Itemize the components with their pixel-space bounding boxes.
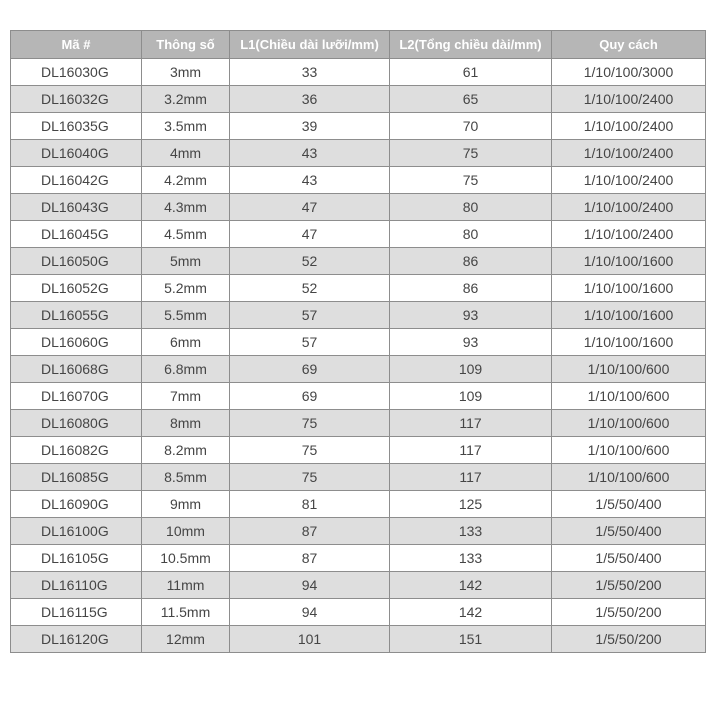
table-row xyxy=(11,518,706,545)
cell-code: DL16080G xyxy=(11,410,142,437)
cell-code: DL16040G xyxy=(11,140,142,167)
cell-blade-length: 69 xyxy=(230,383,390,410)
cell-blade-length: 47 xyxy=(230,194,390,221)
cell-blade-length: 43 xyxy=(230,167,390,194)
cell-packing: 1/5/50/200 xyxy=(552,599,706,626)
cell-code: DL16070G xyxy=(11,383,142,410)
cell-total-length: 125 xyxy=(390,491,552,518)
cell-code: DL16120G xyxy=(11,626,142,653)
table-row xyxy=(11,248,706,275)
cell-code: DL16085G xyxy=(11,464,142,491)
cell-packing: 1/5/50/400 xyxy=(552,545,706,572)
table-row xyxy=(11,545,706,572)
cell-total-length: 75 xyxy=(390,167,552,194)
table-row xyxy=(11,113,706,140)
cell-packing: 1/10/100/1600 xyxy=(552,248,706,275)
cell-packing: 1/10/100/2400 xyxy=(552,194,706,221)
cell-total-length: 93 xyxy=(390,329,552,356)
cell-packing: 1/10/100/2400 xyxy=(552,86,706,113)
cell-size: 4.2mm xyxy=(142,167,230,194)
cell-size: 3.5mm xyxy=(142,113,230,140)
cell-packing: 1/10/100/2400 xyxy=(552,140,706,167)
table-row xyxy=(11,464,706,491)
table-row xyxy=(11,194,706,221)
cell-total-length: 70 xyxy=(390,113,552,140)
cell-code: DL16032G xyxy=(11,86,142,113)
cell-blade-length: 47 xyxy=(230,221,390,248)
cell-total-length: 65 xyxy=(390,86,552,113)
table-row xyxy=(11,599,706,626)
cell-blade-length: 87 xyxy=(230,518,390,545)
cell-blade-length: 75 xyxy=(230,464,390,491)
table-row xyxy=(11,572,706,599)
cell-total-length: 133 xyxy=(390,518,552,545)
header-packing: Quy cách xyxy=(552,31,706,59)
cell-total-length: 75 xyxy=(390,140,552,167)
cell-packing: 1/10/100/600 xyxy=(552,356,706,383)
cell-blade-length: 52 xyxy=(230,275,390,302)
cell-size: 8.5mm xyxy=(142,464,230,491)
table-row xyxy=(11,491,706,518)
cell-size: 9mm xyxy=(142,491,230,518)
cell-blade-length: 87 xyxy=(230,545,390,572)
cell-packing: 1/10/100/2400 xyxy=(552,167,706,194)
cell-blade-length: 36 xyxy=(230,86,390,113)
cell-total-length: 61 xyxy=(390,59,552,86)
cell-size: 6mm xyxy=(142,329,230,356)
cell-code: DL16045G xyxy=(11,221,142,248)
cell-code: DL16090G xyxy=(11,491,142,518)
cell-packing: 1/10/100/1600 xyxy=(552,329,706,356)
cell-blade-length: 75 xyxy=(230,410,390,437)
cell-code: DL16115G xyxy=(11,599,142,626)
cell-total-length: 117 xyxy=(390,437,552,464)
cell-blade-length: 75 xyxy=(230,437,390,464)
table-row xyxy=(11,383,706,410)
cell-packing: 1/5/50/400 xyxy=(552,491,706,518)
cell-packing: 1/10/100/600 xyxy=(552,410,706,437)
cell-code: DL16052G xyxy=(11,275,142,302)
cell-blade-length: 57 xyxy=(230,329,390,356)
cell-packing: 1/10/100/3000 xyxy=(552,59,706,86)
header-blade-length: L1(Chiều dài lưỡi/mm) xyxy=(230,31,390,59)
cell-total-length: 142 xyxy=(390,599,552,626)
cell-size: 8mm xyxy=(142,410,230,437)
cell-total-length: 86 xyxy=(390,275,552,302)
cell-packing: 1/10/100/600 xyxy=(552,437,706,464)
cell-packing: 1/10/100/1600 xyxy=(552,302,706,329)
cell-size: 8.2mm xyxy=(142,437,230,464)
cell-total-length: 151 xyxy=(390,626,552,653)
cell-code: DL16055G xyxy=(11,302,142,329)
table-header xyxy=(11,31,706,59)
cell-blade-length: 94 xyxy=(230,599,390,626)
table-row xyxy=(11,167,706,194)
table-row xyxy=(11,302,706,329)
cell-total-length: 109 xyxy=(390,383,552,410)
cell-total-length: 86 xyxy=(390,248,552,275)
cell-size: 7mm xyxy=(142,383,230,410)
cell-code: DL16035G xyxy=(11,113,142,140)
cell-packing: 1/10/100/2400 xyxy=(552,113,706,140)
cell-total-length: 117 xyxy=(390,464,552,491)
cell-total-length: 109 xyxy=(390,356,552,383)
cell-size: 12mm xyxy=(142,626,230,653)
cell-blade-length: 94 xyxy=(230,572,390,599)
header-row xyxy=(11,31,706,59)
cell-blade-length: 33 xyxy=(230,59,390,86)
cell-blade-length: 43 xyxy=(230,140,390,167)
cell-size: 10mm xyxy=(142,518,230,545)
cell-code: DL16082G xyxy=(11,437,142,464)
cell-total-length: 80 xyxy=(390,194,552,221)
table-row xyxy=(11,59,706,86)
table-row xyxy=(11,410,706,437)
cell-size: 5.2mm xyxy=(142,275,230,302)
cell-code: DL16105G xyxy=(11,545,142,572)
table-row xyxy=(11,140,706,167)
table-row xyxy=(11,86,706,113)
table-body xyxy=(11,59,706,653)
cell-code: DL16100G xyxy=(11,518,142,545)
cell-packing: 1/10/100/600 xyxy=(552,464,706,491)
header-total-length: L2(Tổng chiều dài/mm) xyxy=(390,31,552,59)
table-row xyxy=(11,329,706,356)
cell-total-length: 133 xyxy=(390,545,552,572)
table-row xyxy=(11,437,706,464)
cell-blade-length: 81 xyxy=(230,491,390,518)
table-row xyxy=(11,626,706,653)
cell-blade-length: 69 xyxy=(230,356,390,383)
cell-packing: 1/5/50/200 xyxy=(552,572,706,599)
cell-blade-length: 52 xyxy=(230,248,390,275)
cell-size: 5mm xyxy=(142,248,230,275)
cell-size: 4mm xyxy=(142,140,230,167)
cell-packing: 1/5/50/400 xyxy=(552,518,706,545)
cell-code: DL16060G xyxy=(11,329,142,356)
cell-total-length: 142 xyxy=(390,572,552,599)
cell-packing: 1/10/100/2400 xyxy=(552,221,706,248)
cell-packing: 1/5/50/200 xyxy=(552,626,706,653)
cell-size: 4.3mm xyxy=(142,194,230,221)
cell-size: 3mm xyxy=(142,59,230,86)
table-row xyxy=(11,221,706,248)
spec-table-container xyxy=(10,30,706,653)
cell-code: DL16050G xyxy=(11,248,142,275)
spec-table xyxy=(10,30,706,653)
cell-size: 4.5mm xyxy=(142,221,230,248)
cell-size: 6.8mm xyxy=(142,356,230,383)
cell-code: DL16110G xyxy=(11,572,142,599)
cell-total-length: 80 xyxy=(390,221,552,248)
cell-blade-length: 57 xyxy=(230,302,390,329)
cell-size: 3.2mm xyxy=(142,86,230,113)
cell-size: 10.5mm xyxy=(142,545,230,572)
cell-total-length: 93 xyxy=(390,302,552,329)
table-row xyxy=(11,356,706,383)
cell-blade-length: 101 xyxy=(230,626,390,653)
header-size: Thông số xyxy=(142,31,230,59)
cell-packing: 1/10/100/1600 xyxy=(552,275,706,302)
header-code: Mã # xyxy=(11,31,142,59)
cell-packing: 1/10/100/600 xyxy=(552,383,706,410)
cell-code: DL16030G xyxy=(11,59,142,86)
table-row xyxy=(11,275,706,302)
cell-code: DL16043G xyxy=(11,194,142,221)
cell-size: 5.5mm xyxy=(142,302,230,329)
cell-code: DL16068G xyxy=(11,356,142,383)
cell-size: 11.5mm xyxy=(142,599,230,626)
cell-total-length: 117 xyxy=(390,410,552,437)
cell-code: DL16042G xyxy=(11,167,142,194)
cell-size: 11mm xyxy=(142,572,230,599)
cell-blade-length: 39 xyxy=(230,113,390,140)
